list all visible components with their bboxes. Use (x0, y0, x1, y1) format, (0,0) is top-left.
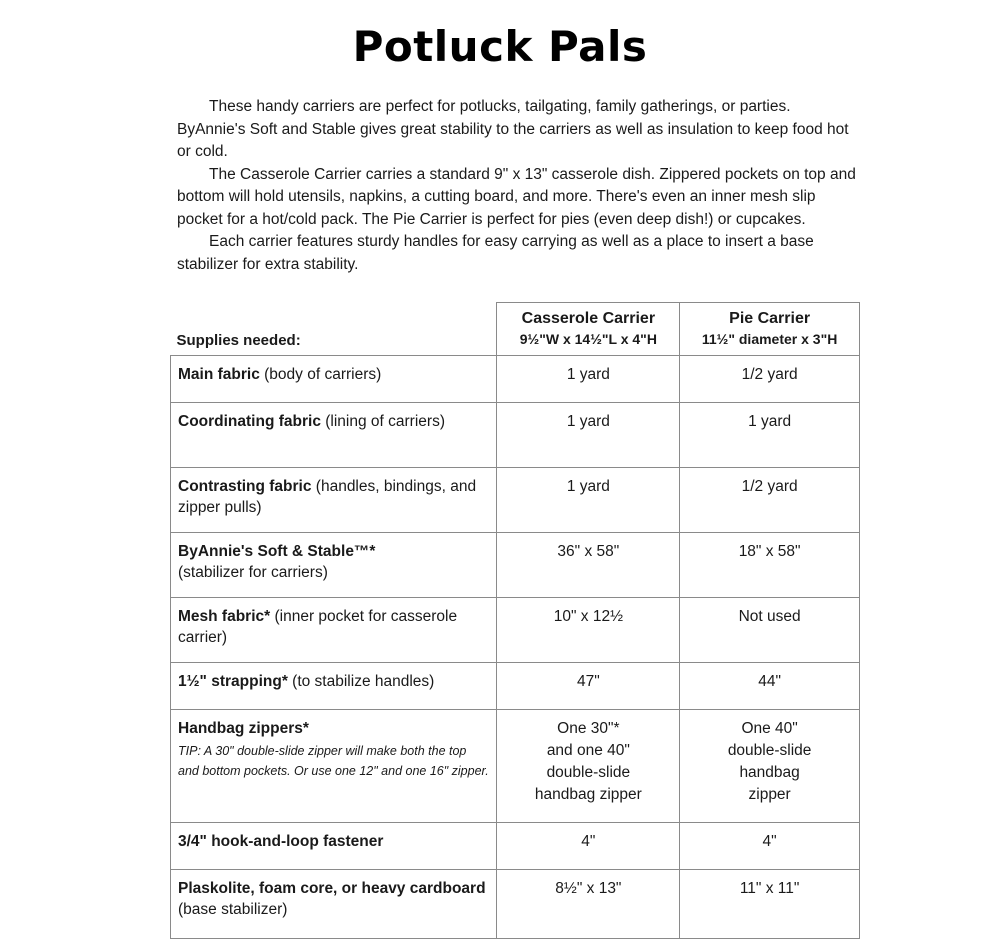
table-row (171, 403, 860, 468)
casserole-value: 36" x 58" (497, 533, 680, 598)
supply-item (171, 403, 497, 468)
table-row (171, 356, 860, 403)
supply-note: (handles, bindings, and zipper pulls) (178, 478, 477, 516)
casserole-value: 1 yard (497, 403, 680, 468)
supply-item (171, 356, 497, 403)
supply-item (171, 710, 497, 823)
pie-value: 44" (680, 663, 860, 710)
supply-name: 1½" strapping* (178, 673, 288, 690)
casserole-value: One 30"* and one 40" double-slide handbag zipper (497, 710, 680, 823)
supply-name: Coordinating fabric (178, 413, 321, 430)
pie-value: Not used (680, 598, 860, 663)
supply-item (171, 468, 497, 533)
supply-note: (base stabilizer) (178, 901, 288, 918)
column-header-pie (680, 303, 860, 356)
intro-text (177, 96, 857, 276)
supply-item (171, 663, 497, 710)
supply-name: Plaskolite, foam core, or heavy cardboard (178, 880, 486, 897)
column-name: Pie Carrier (729, 310, 811, 327)
casserole-value: 47" (497, 663, 680, 710)
supplies-table (170, 302, 860, 939)
pie-value: 1 yard (680, 403, 860, 468)
table-row (171, 663, 860, 710)
column-dimensions: 11½" diameter x 3"H (701, 331, 838, 347)
supply-item (171, 533, 497, 598)
pie-value: 1/2 yard (680, 468, 860, 533)
pie-value: 18" x 58" (680, 533, 860, 598)
table-row (171, 598, 860, 663)
table-row (171, 710, 860, 823)
casserole-value: 8½" x 13" (497, 870, 680, 939)
table-row (171, 533, 860, 598)
casserole-value: 10" x 12½ (497, 598, 680, 663)
supply-note: (inner pocket for casserole carrier) (178, 608, 458, 646)
table-row (171, 468, 860, 533)
column-name: Casserole Carrier (521, 310, 656, 327)
supply-name: 3/4" hook-and-loop fastener (178, 833, 384, 850)
column-header-casserole (497, 303, 680, 356)
pie-value: 1/2 yard (680, 356, 860, 403)
supply-note: (lining of carriers) (320, 413, 445, 430)
intro-paragraph: The Casserole Carrier carries a standard 9" x 13" casserole dish. Zippered pockets on top and bottom will hold utensils, napkins, a cutting board, and more. There's even an inner mesh slip pocket for a hot/cold pack. The Pie Carrier is perfect for pies (even deep dish!) or cupcakes. (177, 165, 856, 228)
page-title: Potluck Pals (352, 22, 648, 71)
table-header-row (171, 303, 860, 356)
supply-item (171, 823, 497, 870)
supply-note: (to stabilize handles) (287, 673, 435, 690)
pie-value: 11" x 11" (680, 870, 860, 939)
intro-paragraph: These handy carriers are perfect for potlucks, tailgating, family gatherings, or parties. ByAnnie's Soft and Stable gives great stability to the carriers as well as insulation to keep food hot or cold. (177, 98, 849, 160)
column-dimensions: 9½"W x 14½"L x 4"H (519, 331, 657, 347)
supply-note: (stabilizer for carriers) (178, 564, 328, 581)
supply-item (171, 870, 497, 939)
supply-name: Handbag zippers* (178, 720, 309, 737)
supply-name: ByAnnie's Soft & Stable™* (178, 543, 376, 560)
intro-paragraph: Each carrier features sturdy handles for easy carrying as well as a place to insert a base stabilizer for extra stability. (177, 233, 814, 273)
casserole-value: 1 yard (497, 468, 680, 533)
supply-item (171, 598, 497, 663)
table-row (171, 870, 860, 939)
supply-note: (body of carriers) (259, 366, 382, 383)
supplies-header-label: Supplies needed: (171, 303, 497, 356)
casserole-value: 4" (497, 823, 680, 870)
pie-value: 4" (680, 823, 860, 870)
supply-name: Mesh fabric* (178, 608, 271, 625)
supply-name: Contrasting fabric (178, 478, 312, 495)
table-row (171, 823, 860, 870)
casserole-value: 1 yard (497, 356, 680, 403)
pie-value: One 40" double-slide handbag zipper (680, 710, 860, 823)
supply-name: Main fabric (178, 366, 260, 383)
supply-tip: TIP: A 30" double-slide zipper will make both the top and bottom pockets. Or use one 12" and one 16" zipper. (178, 744, 489, 778)
